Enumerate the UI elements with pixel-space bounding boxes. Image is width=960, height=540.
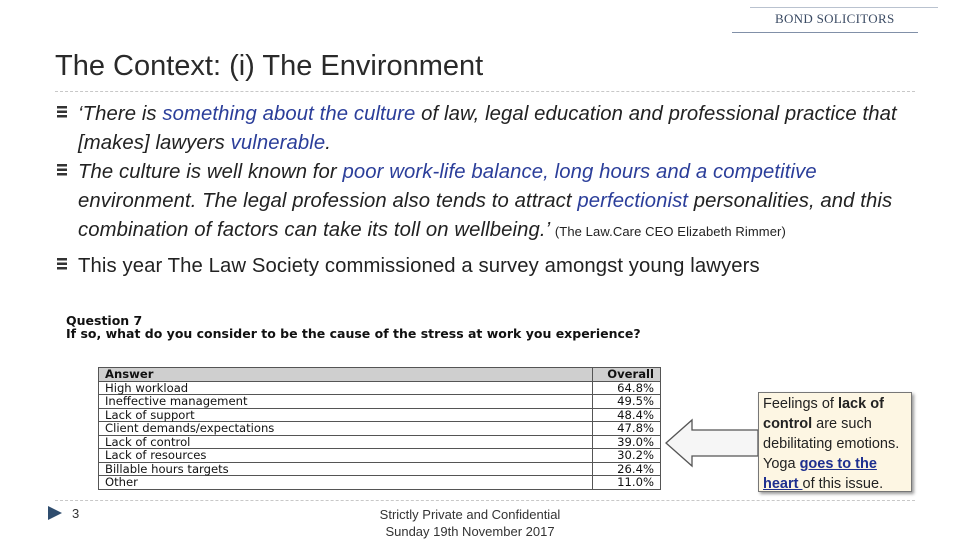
title-divider bbox=[55, 91, 915, 92]
quote-text: of law, legal education and professional practice that [makes] lawyers bbox=[78, 103, 897, 154]
table-row bbox=[99, 449, 661, 463]
answer-cell: High workload bbox=[99, 381, 593, 395]
overall-cell: 39.0% bbox=[593, 435, 661, 449]
overall-cell: 26.4% bbox=[593, 462, 661, 476]
callout-text: of this issue. bbox=[802, 476, 884, 492]
footer-text bbox=[320, 506, 620, 540]
answer-cell: Lack of control bbox=[99, 435, 593, 449]
table-row bbox=[99, 435, 661, 449]
company-logo: BOND SOLICITORS bbox=[775, 11, 895, 26]
quote-text: ‘There is bbox=[78, 103, 163, 125]
table-header-row bbox=[99, 368, 661, 382]
quote-attribution: (The Law.Care CEO Elizabeth Rimmer) bbox=[554, 224, 786, 239]
question-number: Question 7 bbox=[66, 313, 143, 328]
column-header-overall: Overall bbox=[593, 368, 661, 382]
left-arrow-icon bbox=[664, 418, 760, 470]
survey-image bbox=[60, 313, 665, 493]
overall-cell: 64.8% bbox=[593, 381, 661, 395]
answer-cell: Other bbox=[99, 476, 593, 490]
callout-link[interactable]: goes to the heart bbox=[763, 456, 877, 492]
question-text: If so, what do you consider to be the cause of the stress at work you experience? bbox=[66, 326, 641, 341]
overall-cell: 49.5% bbox=[593, 395, 661, 409]
answer-cell: Billable hours targets bbox=[99, 462, 593, 476]
quote-text: . bbox=[325, 132, 331, 154]
bullet-survey bbox=[55, 252, 925, 281]
overall-cell: 48.4% bbox=[593, 408, 661, 422]
table-row bbox=[99, 422, 661, 436]
quote-emphasis: perfectionist bbox=[577, 190, 689, 212]
quote-text: environment. The legal profession also tends to attract bbox=[78, 190, 578, 212]
overall-cell: 30.2% bbox=[593, 449, 661, 463]
footer-date: Sunday 19th November 2017 bbox=[385, 524, 555, 539]
slide-arrow-icon bbox=[46, 504, 64, 522]
page-number: 3 bbox=[72, 506, 80, 521]
quote-text: The culture is well known for bbox=[78, 161, 343, 183]
answer-cell: Client demands/expectations bbox=[99, 422, 593, 436]
quote-emphasis: poor work-life balance, long hours and a competitive bbox=[342, 161, 817, 183]
survey-intro-text: This year The Law Society commissioned a survey amongst young lawyers bbox=[78, 255, 760, 277]
slide-title: The Context: (i) The Environment bbox=[55, 50, 484, 82]
overall-cell: 47.8% bbox=[593, 422, 661, 436]
bullet-quote bbox=[55, 100, 925, 158]
table-row bbox=[99, 476, 661, 490]
column-header-answer: Answer bbox=[99, 368, 593, 382]
quote-emphasis: something about the culture bbox=[162, 103, 416, 125]
quote-emphasis: vulnerable bbox=[230, 132, 326, 154]
table-row bbox=[99, 381, 661, 395]
answer-cell: Lack of support bbox=[99, 408, 593, 422]
table-row bbox=[99, 462, 661, 476]
answer-cell: Lack of resources bbox=[99, 449, 593, 463]
bullet-marker-icon bbox=[55, 105, 69, 119]
callout-text: Feelings of bbox=[763, 396, 838, 412]
answer-cell: Ineffective management bbox=[99, 395, 593, 409]
bullet-marker-icon bbox=[55, 163, 69, 177]
bullet-list bbox=[55, 100, 925, 287]
bullet-culture bbox=[55, 158, 925, 246]
logo-rule-top bbox=[750, 7, 938, 8]
quote-text: personalities, and this combination of factors can take its toll on wellbeing.’ bbox=[78, 190, 893, 241]
footer-divider bbox=[55, 500, 915, 501]
bullet-marker-icon bbox=[55, 257, 69, 271]
callout-emphasis: lack of control bbox=[763, 396, 884, 432]
callout-text: are such debilitating emotions. Yoga bbox=[763, 416, 900, 472]
logo-rule-bottom bbox=[732, 32, 918, 33]
confidentiality-note: Strictly Private and Confidential bbox=[379, 507, 561, 522]
table-row bbox=[99, 395, 661, 409]
overall-cell: 11.0% bbox=[593, 476, 661, 490]
table-row bbox=[99, 408, 661, 422]
callout-box bbox=[758, 392, 912, 492]
survey-results-table bbox=[98, 367, 661, 490]
